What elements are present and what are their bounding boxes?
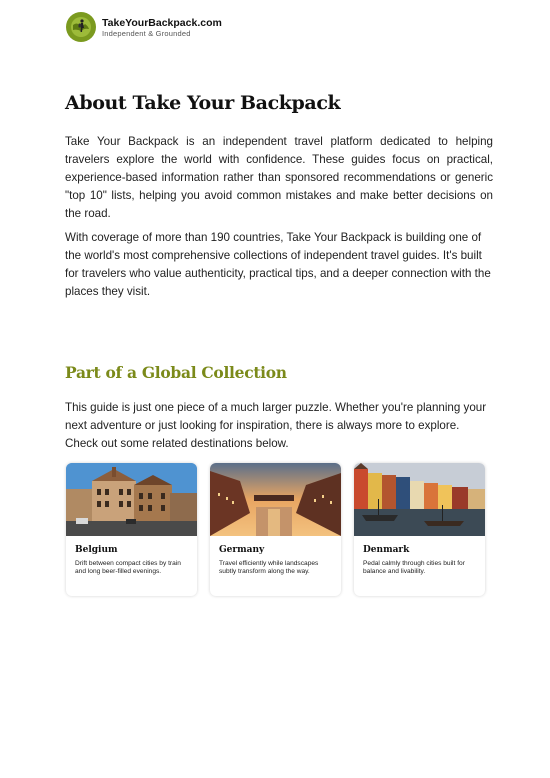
card-description: Drift between compact cities by train and long beer-filled evenings. bbox=[75, 560, 181, 576]
card-description: Pedal calmly through cities built for balance and livability. bbox=[363, 560, 465, 576]
brand-tagline: Independent & Grounded bbox=[102, 28, 191, 38]
card-title: Germany bbox=[219, 545, 265, 555]
about-paragraph: With coverage of more than 190 countries, Take Your Backpack is building one of the world's most comprehensive collections of independent travel guides. It's built for travelers who value authenticity, practical tips, and a deeper connection with the places they visit. bbox=[65, 231, 491, 298]
site-header bbox=[66, 12, 222, 42]
destination-card-germany[interactable] bbox=[210, 463, 341, 596]
about-paragraph: Take Your Backpack is an independent travel platform dedicated to helping travelers explore the world with confidence. These guides focus on practical, experience-based information rather than sponsored recommendations or generic "top 10" lists, helping you avoid common mistakes and make better decisions on the road. bbox=[65, 135, 493, 220]
brand-name[interactable]: TakeYourBackpack.com bbox=[102, 16, 222, 29]
collection-intro: This guide is just one piece of a much larger puzzle. Whether you're planning your next adventure or just looking for inspiration, there is always more to explore. Check out some related destinations below. bbox=[65, 401, 487, 450]
page-title: About Take Your Backpack bbox=[65, 92, 341, 114]
card-title: Belgium bbox=[75, 545, 118, 555]
destination-card-denmark[interactable] bbox=[354, 463, 485, 596]
denmark-photo bbox=[354, 463, 485, 536]
belgium-photo bbox=[66, 463, 197, 536]
card-title: Denmark bbox=[363, 545, 410, 555]
germany-photo bbox=[210, 463, 341, 536]
backpacker-logo-icon[interactable] bbox=[66, 12, 96, 42]
card-description: Travel efficiently while landscapes subtly transform along the way. bbox=[219, 560, 319, 576]
destination-card-belgium[interactable] bbox=[66, 463, 197, 596]
section-title: Part of a Global Collection bbox=[65, 363, 287, 382]
